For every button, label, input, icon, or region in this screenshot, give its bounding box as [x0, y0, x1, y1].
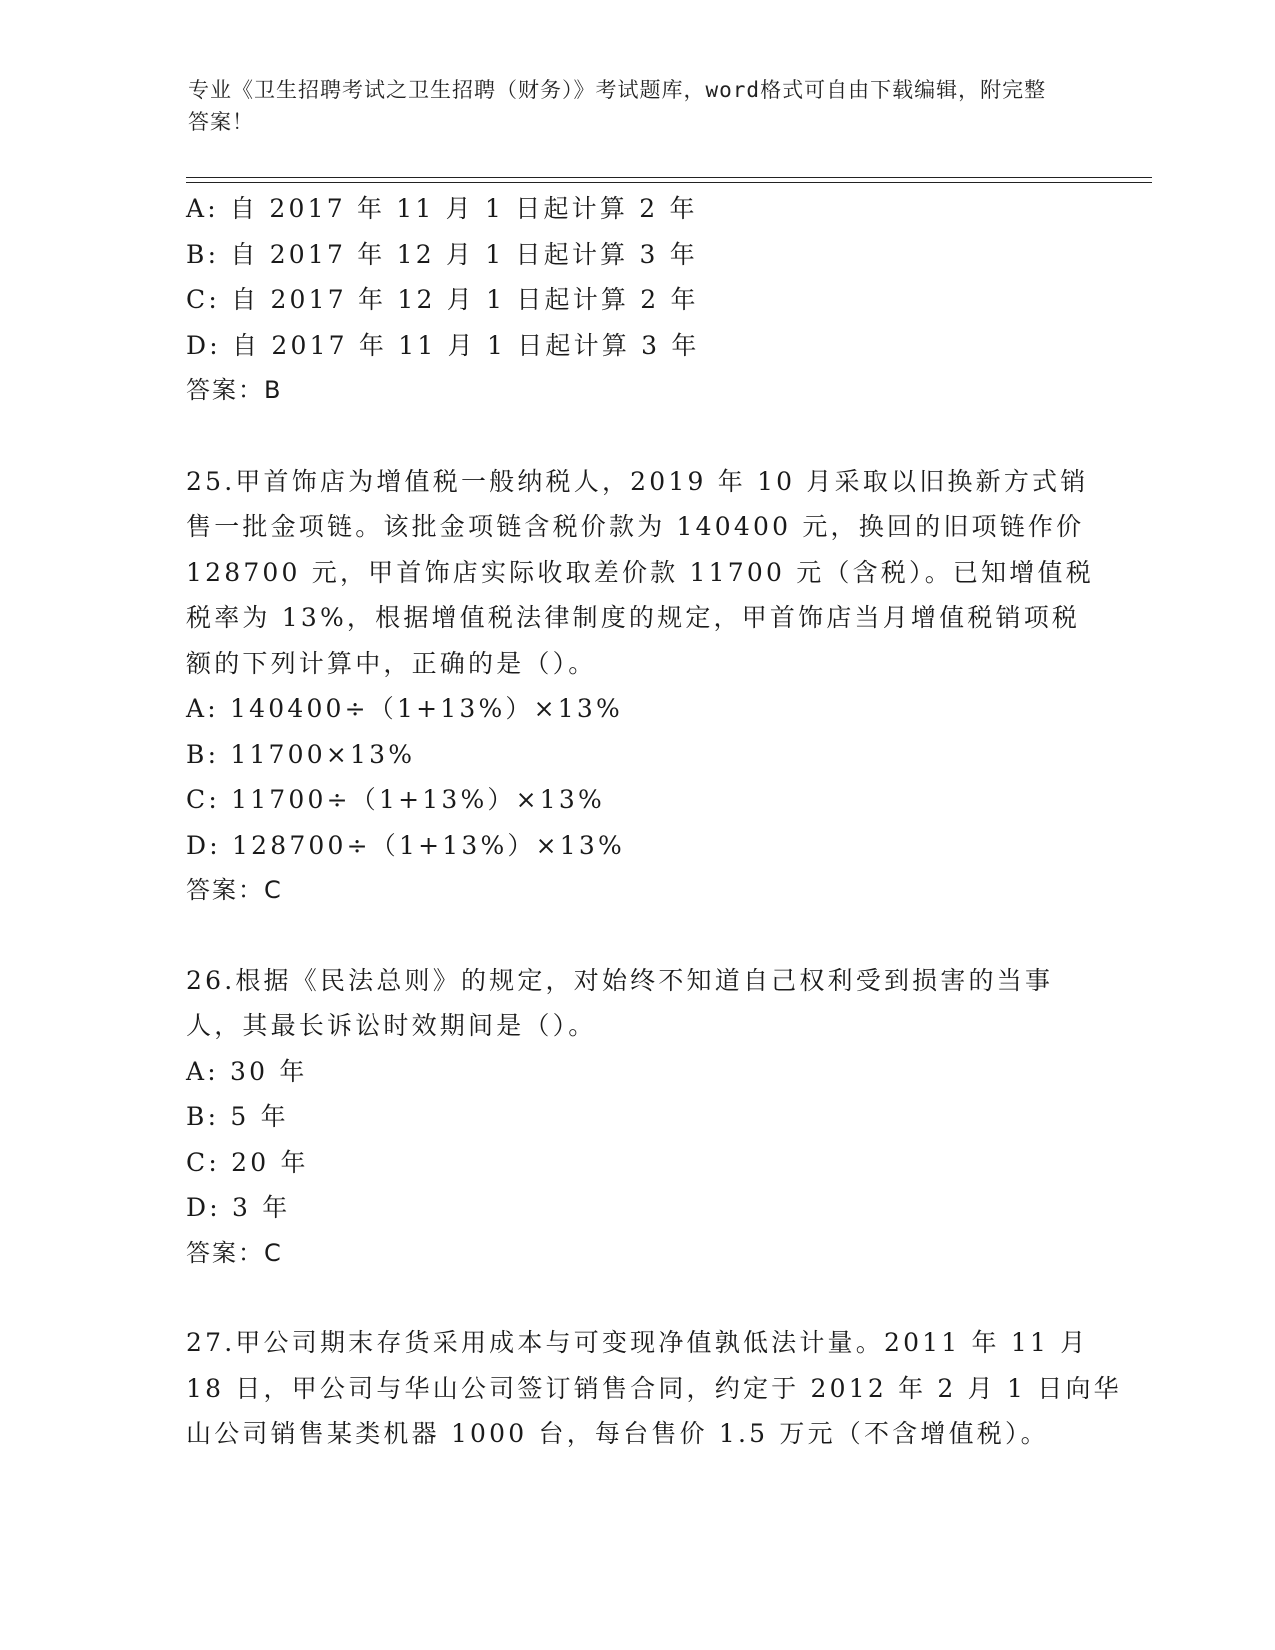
header-rule-bottom — [186, 182, 1152, 183]
question-26-answer: 答案：C — [186, 1238, 283, 1267]
question-26-option-a: A: 30 年 — [186, 1056, 308, 1086]
option-b: B: 自 2017 年 12 月 1 日起计算 3 年 — [186, 239, 698, 269]
question-content — [186, 186, 1122, 1457]
question-25-line-2: 售一批金项链。该批金项链含税价款为 140400 元，换回的旧项链作价 — [186, 512, 1085, 541]
spacer — [186, 914, 1086, 958]
question-26-option-d: D: 3 年 — [186, 1193, 291, 1222]
question-25-line-5: 额的下列计算中，正确的是（）。 — [186, 648, 597, 678]
question-26-option-c: C: 20 年 — [186, 1147, 309, 1177]
question-26-line-2: 人，其最长诉讼时效期间是（）。 — [186, 1011, 597, 1040]
document-header: 专业《卫生招聘考试之卫生招聘（财务）》考试题库，word格式可自由下载编辑，附完整答案！ — [188, 78, 1047, 134]
question-25-answer: 答案：C — [186, 876, 283, 904]
question-27-line-1: 27.甲公司期末存货采用成本与可变现净值孰低法计量。2011 年 11 月 — [186, 1328, 1089, 1357]
question-25-option-b: B: 11700×13% — [186, 739, 416, 769]
option-a: A: 自 2017 年 11 月 1 日起计算 2 年 — [186, 194, 698, 223]
question-25-option-c: C: 11700÷（1+13%）×13% — [186, 785, 605, 814]
spacer — [186, 1276, 1086, 1320]
question-26-line-1: 26.根据《民法总则》的规定，对始终不知道自己权利受到损害的当事 — [186, 965, 1054, 995]
question-25-line-3: 128700 元，甲首饰店实际收取差价款 11700 元（含税）。已知增值税 — [186, 557, 1094, 587]
question-25-option-d: D: 128700÷（1+13%）×13% — [186, 830, 625, 860]
question-25-line-1: 25.甲首饰店为增值税一般纳税人，2019 年 10 月采取以旧换新方式销 — [186, 466, 1089, 496]
question-25-line-4: 税率为 13%，根据增值税法律制度的规定，甲首饰店当月增值税销项税 — [186, 603, 1081, 632]
question-25-option-a: A: 140400÷（1+13%）×13% — [186, 694, 623, 723]
spacer — [186, 414, 1086, 459]
option-d: D: 自 2017 年 11 月 1 日起计算 3 年 — [186, 330, 700, 360]
header-rule-top — [186, 177, 1152, 178]
answer: 答案：B — [186, 376, 283, 404]
question-26-option-b: B: 5 年 — [186, 1102, 289, 1131]
question-27-line-2: 18 日，甲公司与华山公司签订销售合同，约定于 2012 年 2 月 1 日向华 — [186, 1373, 1122, 1403]
question-27-line-3: 山公司销售某类机器 1000 台，每台售价 1.5 万元（不含增值税）。 — [186, 1419, 1049, 1448]
option-c: C: 自 2017 年 12 月 1 日起计算 2 年 — [186, 285, 699, 314]
